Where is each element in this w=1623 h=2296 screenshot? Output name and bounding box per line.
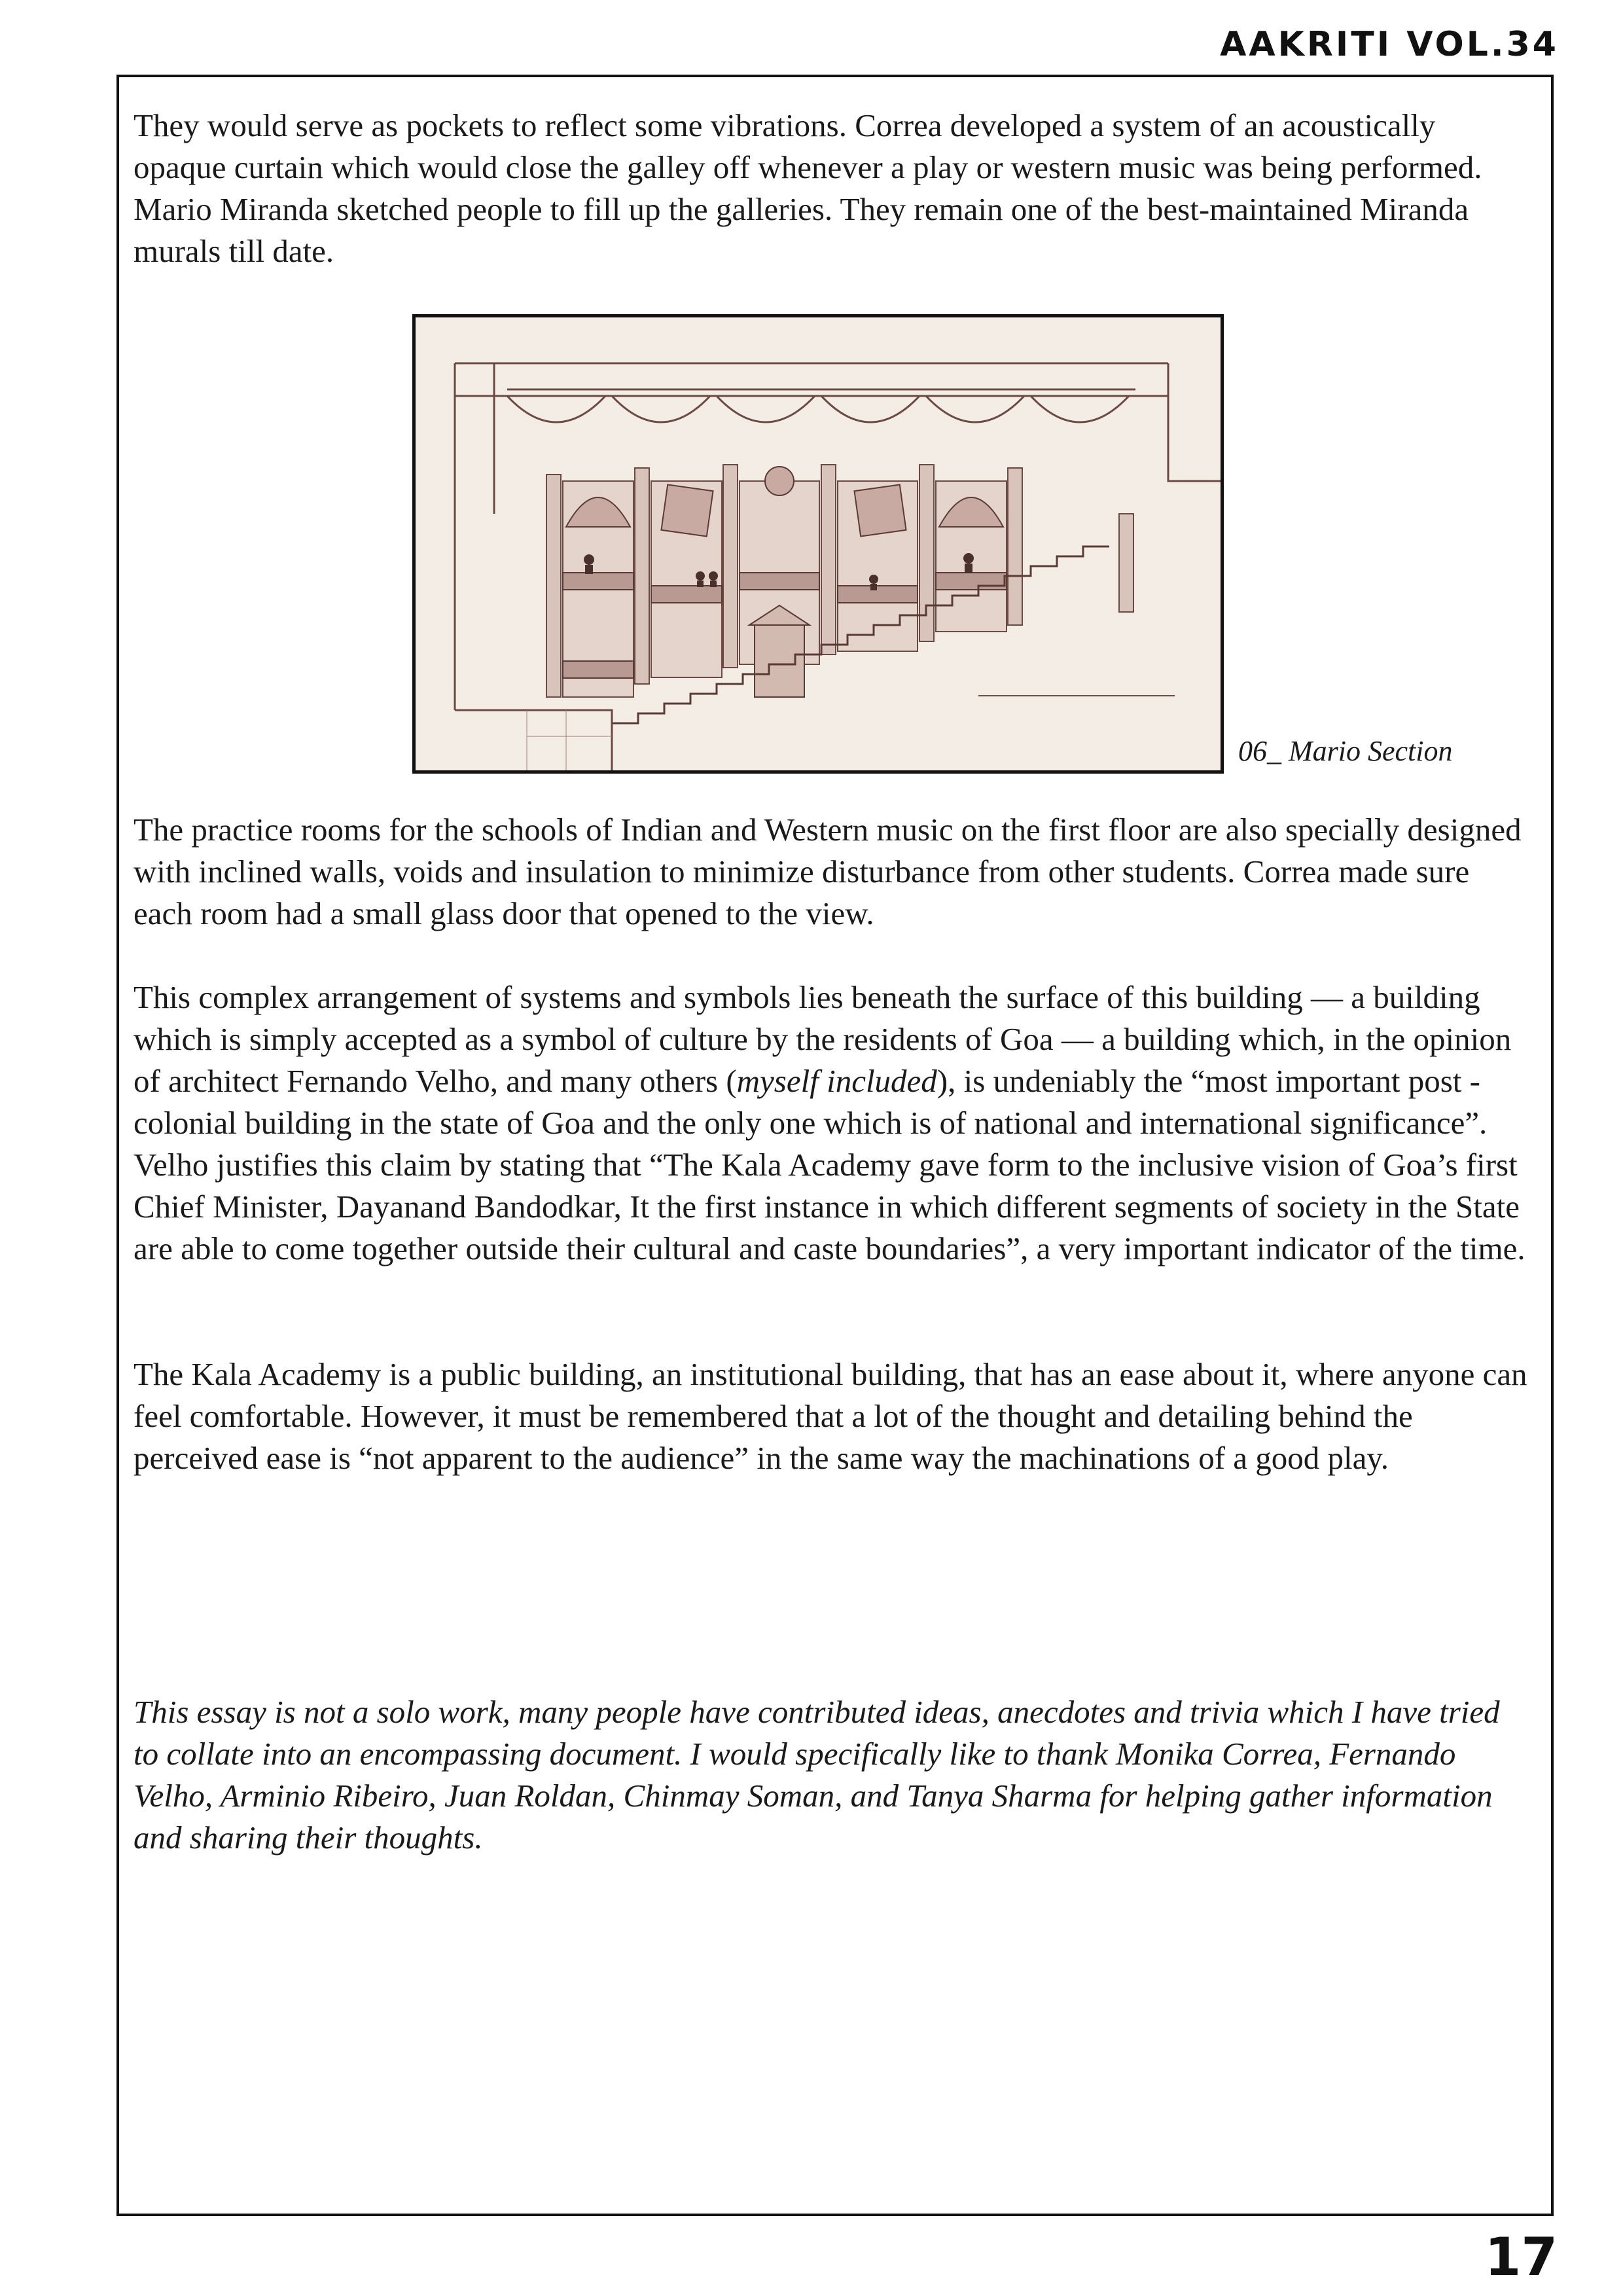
paragraph-significance-italic: myself included xyxy=(736,1063,937,1099)
paragraph-significance-part2: ), is undeniably the “most important post - colonial building in the state of Goa and the only one which is of national and international significance”. Velho justifies this claim by stating that “The Kala Academy gave form to the inclusive vision of Goa’s first Chief Minister, Dayanand Bandodkar, It the first instance in which different segments of society in the State are able to come together outside their cultural and caste boundaries”, a very important indicator of the time. xyxy=(134,1063,1525,1266)
paragraph-galleries: They would serve as pockets to reflect some vibrations. Correa developed a system of an acoustically opaque curtain which would close the galley off whenever a play or western music was being performed. Mario Miranda sketched people to fill up the galleries. They remain one of the best-maintained Miranda murals till date. xyxy=(134,107,1482,269)
section-sketch xyxy=(416,317,1221,770)
magazine-title: AAKRITI VOL.34 xyxy=(1220,25,1559,64)
paragraph-public-building: The Kala Academy is a public building, an institutional building, that has an ease about it, where anyone can feel comfortable. However, it must be remembered that a lot of the thought and detailing behind the perceived ease is “not apparent to the audience” in the same way the machinations of a good play. xyxy=(134,1356,1527,1476)
paragraph-practice-rooms: The practice rooms for the schools of Indian and Western music on the first floor are also specially designed with inclined walls, voids and insulation to minimize disturbance from other students. Correa made sure each room had a small glass door that opened to the view. xyxy=(134,812,1522,931)
paragraph-significance xyxy=(134,977,1527,1270)
paragraph-significance-part1: This complex arrangement of systems and symbols lies beneath the surface of this building — a building which is simply accepted as a symbol of culture by the residents of Goa — a building which, in the opinion of architect Fernando Velho, and many others ( xyxy=(134,979,1512,1099)
page-number: 17 xyxy=(1484,2227,1558,2287)
acknowledgement-note: This essay is not a solo work, many people have contributed ideas, anecdotes and trivia which I have tried to collate into an encompassing document. I would specifically like to thank Monika Correa, Fernando Velho, Arminio Ribeiro, Juan Roldan, Chinmay Soman, and Tanya Sharma for helping gather information and sharing their thoughts. xyxy=(134,1694,1500,1856)
mario-section-drawing xyxy=(412,314,1224,774)
figure-caption: 06_ Mario Section xyxy=(1238,735,1453,767)
